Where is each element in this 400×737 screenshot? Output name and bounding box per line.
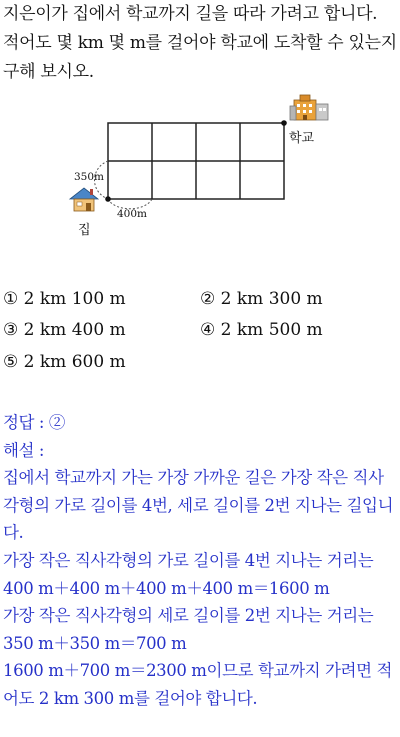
route-figure — [60, 90, 350, 240]
explanation-line: 400 m＋400 m＋400 m＋400 m＝1600 m — [3, 578, 330, 598]
school-icon — [290, 95, 328, 120]
explanation-heading: 해설 : — [3, 440, 45, 460]
answer-line: 정답 : ② — [3, 413, 66, 432]
vertical-length-label: 350m — [74, 171, 104, 183]
horizontal-length-label: 400m — [117, 208, 147, 220]
home-point — [105, 196, 111, 202]
explanation-line: 350 m＋350 m＝700 m — [3, 633, 187, 653]
choice-5[interactable]: ⑤ 2 km 600 m — [3, 352, 126, 372]
explanation-line: 가장 작은 직사각형의 세로 길이를 2번 지나는 거리는 — [3, 606, 374, 626]
school-point — [281, 120, 287, 126]
choice-1[interactable]: ① 2 km 100 m — [3, 289, 126, 309]
city-grid — [108, 123, 284, 199]
solution-block — [3, 409, 399, 713]
choice-2[interactable]: ② 2 km 300 m — [200, 289, 323, 309]
explanation-line: 집에서 학교까지 가는 가장 가까운 길은 가장 작은 직사각형의 가로 길이를 4번, 세로 길이를 2번 지나는 길입니다. — [3, 468, 394, 543]
explanation-line: 가장 작은 직사각형의 가로 길이를 4번 지나는 거리는 — [3, 550, 374, 570]
choice-4[interactable]: ④ 2 km 500 m — [200, 320, 323, 340]
school-label: 학교 — [289, 131, 315, 146]
home-label: 집 — [78, 223, 91, 238]
explanation-line: 1600 m＋700 m＝2300 m이므로 학교까지 가려면 적어도 2 km 300 m를 걸어야 합니다. — [3, 661, 393, 708]
choice-3[interactable]: ③ 2 km 400 m — [3, 320, 126, 340]
house-icon — [70, 188, 98, 211]
question-text: 지은이가 집에서 학교까지 길을 따라 가려고 합니다. 적어도 몇 km 몇 m를 걸어야 학교에 도착할 수 있는지 구해 보시오. — [3, 4, 397, 82]
